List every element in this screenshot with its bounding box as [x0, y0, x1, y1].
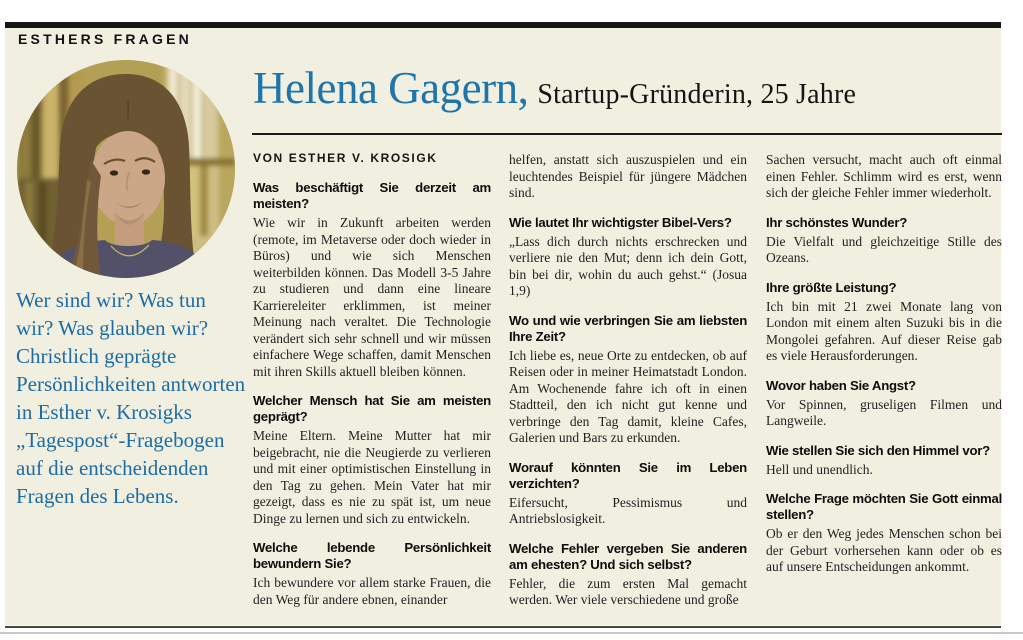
article-column-2 [509, 152, 747, 609]
page-sheet [5, 22, 1001, 625]
question-text: Welche Fehler vergeben Sie anderen am ehesten? Und sich selbst? [509, 540, 747, 572]
article-column-3 [766, 152, 1002, 576]
question-text: Was beschäftigt Sie derzeit am meisten? [253, 180, 491, 211]
title-name: Helena Gagern, [253, 63, 529, 113]
bottom-rule-dark [5, 626, 1001, 628]
answer-text: Ob er den Weg jedes Menschen schon bei der Geburt vorhersehen kann oder ob es auf unsere Entscheidungen ankommt. [766, 526, 1002, 574]
intro-text: Wer sind wir? Was tun wir? Was glauben wir? Christlich geprägte Persönlichkeiten antworten in Esther v. Krosigks „Tagespost“-Fragebogen auf die entscheidenden Fragen des Lebens. [16, 288, 246, 508]
answer-text: Ich liebe es, neue Orte zu entdecken, ob auf Reisen oder in meiner Heimatstadt London. Am Wochenende fahre ich oft in einen Stadtteil, den ich nicht gut kenne und verbringe den Tag damit, kleine Cafes, Galerien und Bars zu erkunden. [509, 347, 747, 445]
question-text: Welcher Mensch hat Sie am meisten geprägt? [253, 393, 491, 424]
question-text: Wie stellen Sie sich den Himmel vor? [766, 442, 990, 458]
article-title [253, 62, 856, 114]
answer-text: „Lass dich durch nichts erschrecken und verliere nie den Mut; denn ich dein Gott, bin bei dir, wohin du auch gehst.“ (Josua 1,9) [509, 233, 747, 298]
question-text: Welche Frage möchten Sie Gott einmal stellen? [766, 491, 1002, 522]
title-role: Startup-Gründerin, 25 Jahre [537, 79, 857, 110]
bottom-rule-light [0, 632, 1023, 634]
question-text: Wovor haben Sie Angst? [766, 377, 916, 393]
answer-text: Eifersucht, Pessimismus und Antriebslosigkeit. [509, 494, 747, 526]
answer-text: Ich bewundere vor allem starke Frauen, die den Weg für andere ebnen, einander [253, 575, 491, 607]
answer-text: Meine Eltern. Meine Mutter hat mir beigebracht, nie die Neugierde zu verlieren und mit einer optimistischen Einstellung in den Tag zu gehen. Mein Vater hat mir gezeigt, dass es nie zu spät ist, um neue Dinge zu lernen und sich zu entwickeln. [253, 428, 491, 526]
question-text: Ihre größte Leistung? [766, 279, 897, 295]
answer-text: Vor Spinnen, gruseligen Filmen und Langweile. [766, 396, 1002, 428]
answer-text: Die Vielfalt und gleichzeitige Stille des Ozeans. [766, 233, 1002, 265]
answer-text: Sachen versucht, macht auch oft einmal einen Fehler. Schlimm wird es erst, wenn sich der gleiche Fehler immer wiederholt. [766, 152, 1002, 200]
article-column-1 [253, 180, 491, 608]
title-rule [252, 133, 1002, 135]
answer-text: Ich bin mit 21 zwei Monate lang von London mit einem alten Suzuki bis in die Mongolei gefahren. Auf dieser Reise gab es viele Herausforderungen. [766, 298, 1002, 363]
question-text: Wo und wie verbringen Sie am liebsten Ihre Zeit? [509, 312, 747, 344]
kicker: ESTHERS FRAGEN [18, 31, 192, 47]
portrait-photo [17, 60, 235, 278]
question-text: Welche lebende Persönlichkeit bewundern Sie? [253, 540, 491, 571]
answer-text: helfen, anstatt sich auszuspielen und ein leuchtendes Beispiel für jüngere Mädchen sind. [509, 152, 747, 200]
question-text: Wie lautet Ihr wichtigster Bibel-Vers? [509, 214, 732, 230]
byline: VON ESTHER V. KROSIGK [253, 151, 438, 165]
answer-text: Wie wir in Zukunft arbeiten werden (remote, im Metaverse oder doch wieder in Büros) und wie sich Menschen weiterbilden können. Das Modell 3-5 Jahre zu studieren und dann eine lineare Karriereleiter erklimmen, ist meiner Meinung nach veraltet. Die Technologie verändert sich sehr schnell und wir müssen einfachere Wege schaffen, damit Menschen mit ihren Skills aktuell bleiben können. [253, 215, 491, 379]
answer-text: Hell und unendlich. [766, 461, 873, 477]
question-text: Worauf könnten Sie im Leben verzichten? [509, 459, 747, 491]
question-text: Ihr schönstes Wunder? [766, 214, 908, 230]
answer-text: Fehler, die zum ersten Mal gemacht werden. Wer viele verschiedene und große [509, 575, 747, 607]
